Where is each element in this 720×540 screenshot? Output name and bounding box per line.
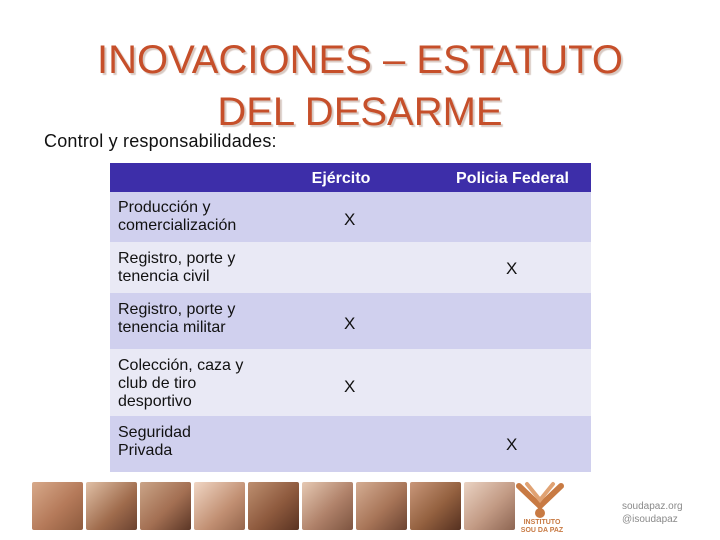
row-label: Registro, porte y tenencia militar <box>118 301 236 336</box>
crossed-arms-photo <box>302 482 353 530</box>
footer-banner <box>30 478 690 534</box>
crossed-arms-photo <box>464 482 515 530</box>
crossed-arms-photo <box>248 482 299 530</box>
logo-text: INSTITUTO SOU DA PAZ <box>520 519 564 534</box>
mark-policia: X <box>506 435 518 454</box>
table-row <box>110 349 591 416</box>
table-row <box>110 192 591 242</box>
row-label: Colección, caza y club de tiro desportivo <box>118 357 244 410</box>
mark-policia: X <box>506 259 518 278</box>
footer-website: soudapaz.org @isoudapaz <box>622 501 683 525</box>
table-row <box>110 242 591 293</box>
crossed-arms-photo <box>86 482 137 530</box>
slide-title: INOVACIONES – ESTATUTO DEL DESARME <box>96 38 623 134</box>
crossed-arms-photo <box>194 482 245 530</box>
table-row <box>110 293 591 349</box>
crossed-arms-photo <box>410 482 461 530</box>
crossed-arms-photo <box>140 482 191 530</box>
header-policia-federal: Policia Federal <box>456 170 569 187</box>
row-label: Producción y comercialización <box>118 199 237 234</box>
row-label: Seguridad Privada <box>118 424 191 459</box>
crossed-arms-photo <box>32 482 83 530</box>
mark-ejercito: X <box>344 377 356 396</box>
header-ejercito: Ejército <box>311 170 371 187</box>
row-label: Registro, porte y tenencia civil <box>118 250 236 285</box>
sou-da-paz-logo-icon <box>515 480 565 520</box>
table-row <box>110 416 591 472</box>
mark-ejercito: X <box>344 314 356 333</box>
mark-ejercito: X <box>344 210 356 229</box>
crossed-arms-photo <box>356 482 407 530</box>
table-header <box>110 163 591 192</box>
slide-subtitle: Control y responsabilidades: <box>44 131 277 151</box>
responsibility-table <box>110 163 591 472</box>
